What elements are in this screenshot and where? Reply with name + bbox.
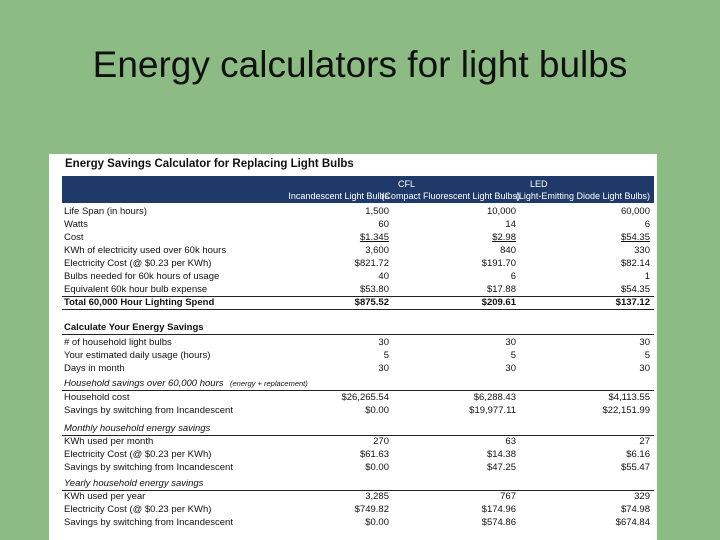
table-row: Your estimated daily usage (hours) 5 5 5 bbox=[64, 350, 650, 361]
section-header: Monthly household energy savings bbox=[64, 423, 211, 434]
divider bbox=[62, 334, 654, 335]
table-row: # of household light bulbs 30 30 30 bbox=[64, 337, 650, 348]
table-row: Life Span (in hours) 1,500 10,000 60,000 bbox=[64, 206, 650, 217]
section-header: Yearly household energy savings bbox=[64, 478, 204, 489]
table-row: Household cost $26,265.54 $6,288.43 $4,113.55 bbox=[64, 392, 650, 403]
table-row: Electricity Cost (@ $0.23 per KWh) $61.63 $14.38 $6.16 bbox=[64, 449, 650, 460]
divider bbox=[62, 309, 654, 310]
table-row: Days in month 30 30 30 bbox=[64, 363, 650, 374]
calculator-sheet bbox=[49, 154, 657, 540]
header-led: LED bbox=[530, 179, 548, 189]
table-row: Bulbs needed for 60k hours of usage 40 6 1 bbox=[64, 271, 650, 282]
table-row: Watts 60 14 6 bbox=[64, 219, 650, 230]
table-row: Equivalent 60k hour bulb expense $53.80 $17.88 $54.35 bbox=[64, 284, 650, 295]
table-row: Electricity Cost (@ $0.23 per KWh) $749.82 $174.96 $74.98 bbox=[64, 504, 650, 515]
table-row: KWh used per year 3,285 767 329 bbox=[64, 491, 650, 502]
sheet-title: Energy Savings Calculator for Replacing Light Bulbs bbox=[65, 158, 354, 170]
header-cfl-full: (Compact Fluorescent Light Bulbs) bbox=[381, 191, 520, 201]
section-title: Calculate Your Energy Savings bbox=[64, 322, 204, 333]
slide-title: Energy calculators for light bulbs bbox=[92, 44, 628, 85]
table-row: Cost $1.345 $2.98 $54.35 bbox=[64, 232, 650, 243]
divider bbox=[62, 390, 654, 391]
table-row: KWh used per month 270 63 27 bbox=[64, 436, 650, 447]
table-row: KWh of electricity used over 60k hours 3,600 840 330 bbox=[64, 245, 650, 256]
divider bbox=[62, 490, 654, 491]
header-led-full: (Light-Emitting Diode Light Bulbs) bbox=[515, 191, 650, 201]
section-header: Household savings over 60,000 hours (energy + replacement) bbox=[64, 378, 308, 389]
table-header bbox=[62, 176, 654, 203]
table-row: Electricity Cost (@ $0.23 per KWh) $821.72 $191.70 $82.14 bbox=[64, 258, 650, 269]
header-cfl: CFL bbox=[398, 179, 416, 189]
table-row: Savings by switching from Incandescent $0.00 $47.25 $55.47 bbox=[64, 462, 650, 473]
total-row: Total 60,000 Hour Lighting Spend $875.52 $209.61 $137.12 bbox=[64, 297, 650, 308]
header-incandescent: Incandescent Light Bulbs bbox=[288, 191, 389, 201]
table-row: Savings by switching from Incandescent $0.00 $19,977.11 $22,151.99 bbox=[64, 405, 650, 416]
table-row: Savings by switching from Incandescent $0.00 $574.86 $674.84 bbox=[64, 517, 650, 528]
